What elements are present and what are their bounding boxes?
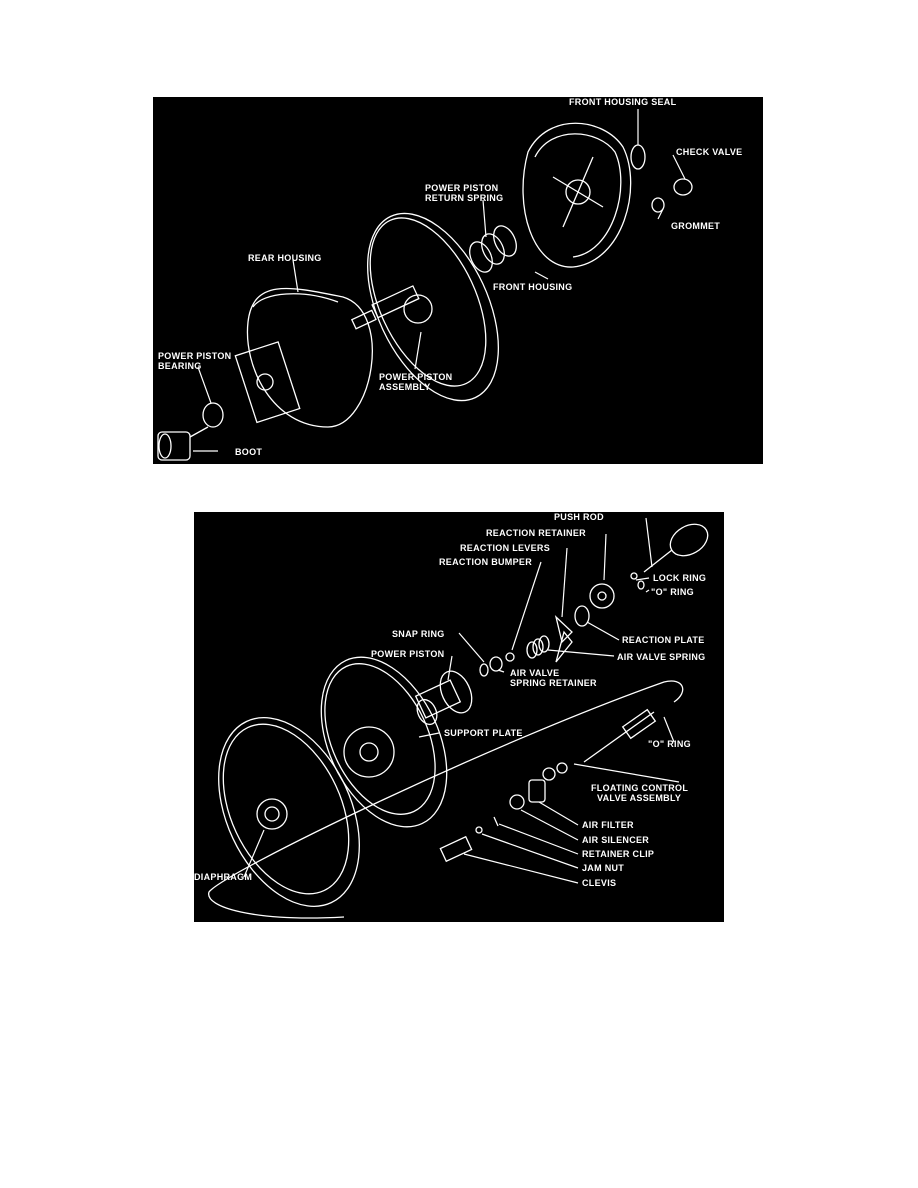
label-reaction-retainer: REACTION RETAINER (486, 528, 586, 538)
reaction-plate-part (575, 606, 589, 626)
label-power-piston-assembly-line2: ASSEMBLY (379, 382, 431, 392)
label-boot: BOOT (235, 447, 263, 457)
label-grommet: GROMMET (671, 221, 721, 231)
label-front-housing-seal: FRONT HOUSING SEAL (569, 97, 677, 107)
label-check-valve: CHECK VALVE (676, 147, 743, 157)
bottom-exploded-diagram (194, 512, 724, 922)
label-power-piston-return-spring-line2: RETURN SPRING (425, 193, 504, 203)
reaction-bumper-part (506, 653, 514, 661)
top-diagram-drawing (153, 97, 763, 464)
label-support-plate: SUPPORT PLATE (444, 728, 523, 738)
label-air-silencer: AIR SILENCER (582, 835, 650, 845)
label-retainer-clip: RETAINER CLIP (582, 849, 655, 859)
label-push-rod: PUSH ROD (554, 512, 604, 522)
top-leader-lines (193, 109, 685, 451)
label-rear-housing: REAR HOUSING (248, 253, 322, 263)
top-exploded-diagram (153, 97, 763, 464)
label-air-valve-spring: AIR VALVE SPRING (617, 652, 706, 662)
label-front-housing: FRONT HOUSING (493, 282, 573, 292)
lock-ring-part (631, 573, 637, 579)
label-power-piston-return-spring-line1: POWER PISTON (425, 183, 499, 193)
label-power-piston-return-spring (425, 183, 503, 203)
power-piston-bearing-part (203, 403, 223, 427)
air-filter-part (529, 780, 545, 802)
boot-part (158, 427, 208, 460)
reaction-retainer-part (590, 584, 614, 608)
rear-housing-part (235, 288, 372, 427)
support-plate-part (296, 637, 472, 847)
front-housing-part (523, 123, 631, 267)
label-jam-nut: JAM NUT (582, 863, 625, 873)
front-housing-seal-part (631, 145, 645, 169)
label-power-piston: POWER PISTON (371, 649, 445, 659)
label-air-filter: AIR FILTER (582, 820, 634, 830)
label-power-piston-assembly-line1: POWER PISTON (379, 372, 453, 382)
label-floating-control-valve-assembly-line1: FLOATING CONTROL (591, 783, 689, 793)
label-reaction-plate: REACTION PLATE (622, 635, 705, 645)
jam-nut-part (476, 827, 482, 833)
label-power-piston-bearing-line2: BEARING (158, 361, 202, 371)
label-air-valve-spring-retainer-line1: AIR VALVE (510, 668, 560, 678)
check-valve-part (674, 179, 692, 195)
label-clevis: CLEVIS (582, 878, 617, 888)
snap-ring-part (480, 664, 488, 676)
label-power-piston-bearing (158, 351, 231, 371)
label-o-ring-top: "O" RING (651, 587, 694, 597)
label-o-ring-side: "O" RING (648, 739, 691, 749)
clevis-part (440, 837, 471, 862)
label-lock-ring: LOCK RING (653, 573, 707, 583)
label-air-valve-spring-retainer-line2: SPRING RETAINER (510, 678, 597, 688)
label-air-valve-spring-retainer (510, 668, 597, 688)
reaction-levers-part (556, 617, 572, 662)
bottom-diagram-drawing (194, 512, 724, 922)
label-floating-control-valve-assembly-line2: VALVE ASSEMBLY (597, 793, 682, 803)
label-power-piston-bearing-line1: POWER PISTON (158, 351, 232, 361)
label-floating-control-valve-assembly (591, 783, 688, 803)
label-reaction-levers: REACTION LEVERS (460, 543, 551, 553)
label-reaction-bumper: REACTION BUMPER (439, 557, 533, 567)
air-valve-spring-retainer-part (490, 657, 502, 671)
label-snap-ring: SNAP RING (392, 629, 445, 639)
retainer-clip-part (494, 817, 498, 826)
air-silencer-part (510, 795, 524, 809)
o-ring-top-part (638, 581, 644, 589)
air-valve-spring-part (527, 636, 549, 658)
label-diaphragm: DIAPHRAGM (194, 872, 253, 882)
push-rod-part (644, 518, 713, 572)
return-spring-part (465, 222, 521, 275)
label-power-piston-assembly (379, 372, 452, 392)
